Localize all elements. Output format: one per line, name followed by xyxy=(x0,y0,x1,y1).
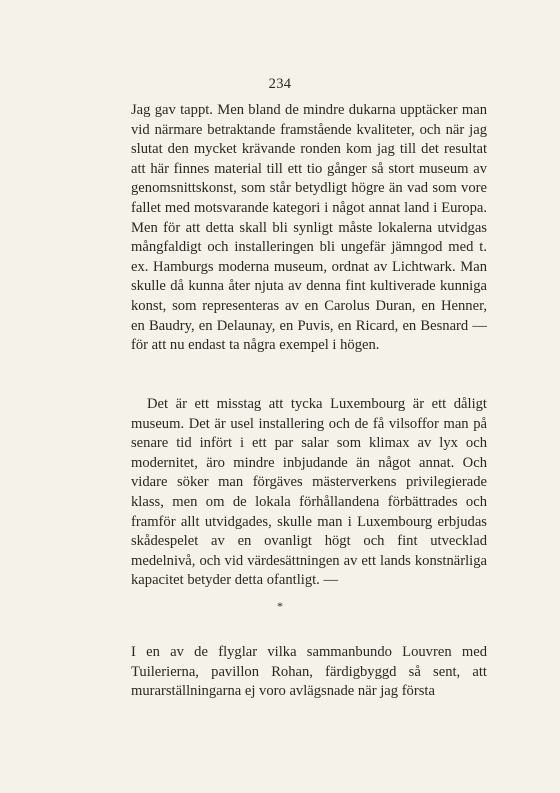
section-separator: * xyxy=(277,599,283,613)
paragraph: I en av de flyglar vilka sammanbundo Louvren med Tuilerierna, pavillon Rohan, färdigbyggd så sent, att murarställningarna ej voro avlägsnade när jag första xyxy=(131,644,487,700)
body-text-section-2 xyxy=(131,395,487,591)
paragraph: Jag gav tappt. Men bland de mindre dukarna upptäcker man vid närmare betraktande framstående kvaliteter, och när jag slutat den mycket krävande ronden kom jag till det resultat att här finnes material till ett tio gånger så stort museum av genomsnittskonst, som står betydligt högre än vad som vore fallet med motsvarande kategori i något annat land i Europa. Men för att detta skall bli synligt måste lokalerna utvidgas mångfaldigt och installeringen bli ungefär jämngod med t. ex. Hamburgs moderna museum, ordnat av Lichtwark. Man skulle då kunna åter njuta av denna fint kultiverade kunniga konst, som representeras av en Carolus Duran, en Henner, en Baudry, en Delaunay, en Puvis, en Ricard, en Besnard — för att nu endast ta några exempel i högen. xyxy=(131,102,487,354)
body-text-section-3 xyxy=(131,643,487,702)
body-text-section-1 xyxy=(131,101,487,356)
page-number: 234 xyxy=(268,76,292,92)
paragraph: Det är ett misstag att tycka Luxembourg är ett dåligt museum. Det är usel installering och de få vilsoffor man på senare tid infört i ett par salar som klimax av lyx och modernitet, äro mindre inbjudande än något annat. Och vidare söker man förgäves mästerverkens privilegierade klass, men om de lokala förhållandena förbättrades och framför allt utvidgades, skulle man i Luxembourg erbjudas skådespelet av en ovanligt högt och fint utvecklad medelnivå, och vid värdesättningen av ett lands konstnärliga kapacitet betyder detta ofantligt. — xyxy=(131,396,487,589)
